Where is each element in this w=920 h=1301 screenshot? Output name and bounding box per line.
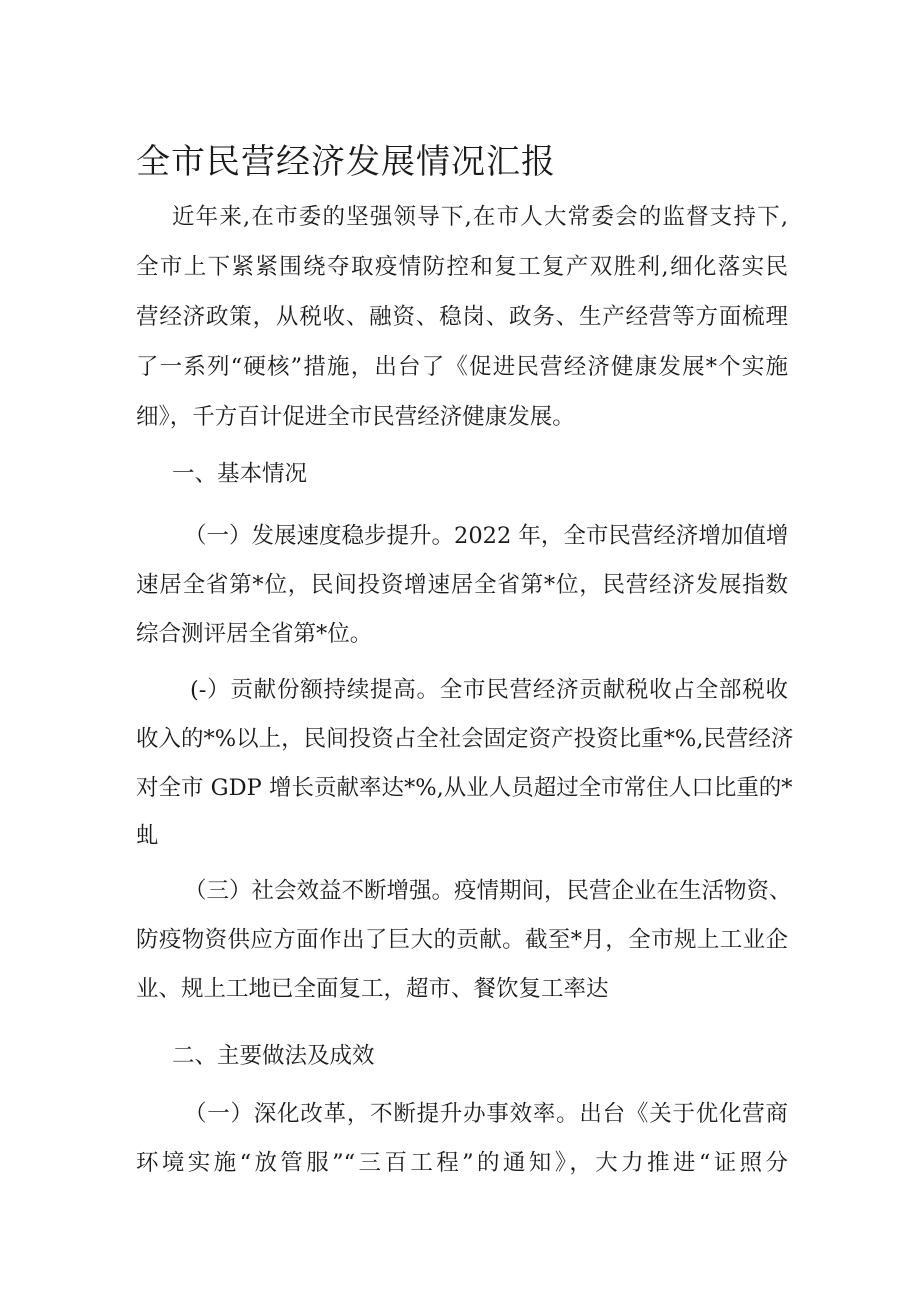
section-heading-1: 一、基本情况	[172, 461, 308, 487]
s2p1-line-2: 环境实施“放管服”“三百工程”的通知》，大力推进“证照分	[136, 1150, 788, 1176]
s1p2-line-2: 收入的*%以上，民间投资占全社会固定资产投资比重*%,民营经济	[136, 726, 794, 752]
intro-line-2: 全市上下紧紧围绕夺取疫情防控和复工复产双胜利,细化落实民	[136, 254, 788, 280]
section-heading-2: 二、主要做法及成效	[172, 1043, 375, 1069]
s1p1-line-3: 综合测评居全省第*位。	[136, 621, 373, 647]
s1p2-line-3: 对全市 GDP 增长贡献率达*%,从业人员超过全市常住人口比重的*	[136, 775, 793, 801]
s1p2-line-4: 虬	[136, 823, 159, 849]
document-title: 全市民营经济发展情况汇报	[136, 142, 556, 182]
s1p1-line-2: 速居全省第*位，民间投资增速居全省第*位，民营经济发展指数	[136, 572, 788, 598]
s1p1-line-1: （一）发展速度稳步提升。2022 年，全市民营经济增加值增	[184, 523, 789, 549]
s1p3-line-3: 业、规上工地已全面复工，超市、餐饮复工率达	[136, 976, 609, 1002]
s1p3-line-1: （三）社会效益不断增强。疫情期间，民营企业在生活物资、	[184, 878, 792, 904]
intro-line-1: 近年来,在市委的坚强领导下,在市人大常委会的监督支持下,	[172, 204, 788, 230]
intro-line-5: 细》，千方百计促进全市民营经济健康发展。	[136, 404, 575, 430]
intro-line-3: 营经济政策，从税收、融资、稳岗、政务、生产经营等方面梳理	[136, 304, 788, 330]
s2p1-line-1: （一）深化改革，不断提升办事效率。出台《关于优化营商	[184, 1101, 788, 1127]
s1p2-line-1: (-）贡献份额持续提高。全市民营经济贡献税收占全部税收	[190, 677, 788, 703]
s1p3-line-2: 防疫物资供应方面作出了巨大的贡献。截至*月，全市规上工业企	[136, 927, 788, 953]
intro-line-4: 了一系列“硬核”措施，出台了《促进民营经济健康发展*个实施	[136, 354, 788, 380]
